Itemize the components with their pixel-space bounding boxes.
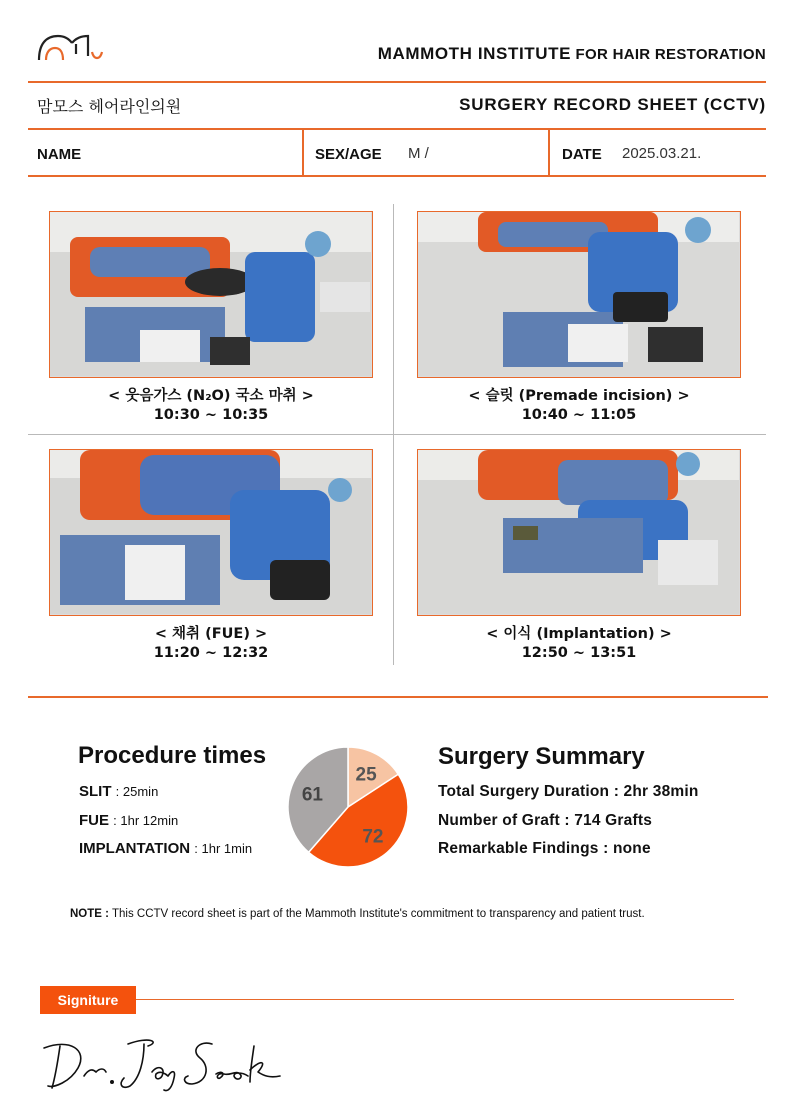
sexage-value: M / <box>408 145 429 162</box>
divider <box>28 128 766 130</box>
grid-divider <box>28 434 766 435</box>
cctv-photo-implantation <box>417 449 741 616</box>
procedure-value: : 1hr 12min <box>113 813 179 828</box>
clinic-name: 맘모스 헤어라인의원 <box>37 97 182 116</box>
procedure-times-heading: Procedure times <box>78 742 267 769</box>
procedure-time-item <box>79 783 158 800</box>
name-label: NAME <box>37 146 82 163</box>
procedure-time-item <box>79 840 252 857</box>
pie-slice-label: 25 <box>355 764 377 786</box>
divider <box>28 175 766 177</box>
stage-title: < 웃음가스 (N₂O) 국소 마취 > <box>108 388 314 404</box>
procedure-time-item <box>79 812 178 829</box>
surgery-summary-heading: Surgery Summary <box>438 743 645 770</box>
handwritten-signature <box>40 1030 300 1092</box>
mammoth-logo-icon <box>36 30 106 64</box>
stage-time: 11:20 ~ 12:32 <box>153 645 269 661</box>
stage-caption <box>46 387 376 425</box>
stage-title: < 이식 (Implantation) > <box>486 626 672 642</box>
signature-label: Signiture <box>40 986 136 1014</box>
brand-name <box>340 44 766 64</box>
summary-grafts: Number of Graft : 714 Grafts <box>438 812 653 829</box>
summary-duration: Total Surgery Duration : 2hr 38min <box>438 783 699 800</box>
stage-time: 10:30 ~ 10:35 <box>153 407 269 423</box>
procedure-label: IMPLANTATION <box>79 840 191 857</box>
stage-title: < 채취 (FUE) > <box>154 626 268 642</box>
procedure-value: : 1hr 1min <box>194 841 253 856</box>
note-label: NOTE : <box>70 908 109 920</box>
procedure-pie-chart <box>287 746 409 868</box>
sheet-title: SURGERY RECORD SHEET (CCTV) <box>459 95 766 114</box>
procedure-label: FUE <box>79 812 109 829</box>
stage-time: 12:50 ~ 13:51 <box>521 645 637 661</box>
stage-caption <box>414 625 744 663</box>
cctv-photo-slit <box>417 211 741 378</box>
date-value: 2025.03.21. <box>622 145 702 162</box>
brand-main: MAMMOTH INSTITUTE <box>377 44 572 63</box>
brand-sub: FOR HAIR RESTORATION <box>575 46 766 63</box>
sexage-label: SEX/AGE <box>315 146 382 163</box>
stage-caption <box>46 625 376 663</box>
note-text: This CCTV record sheet is part of the Mammoth Institute's commitment to transparency and patient trust. <box>111 908 645 920</box>
cctv-photo-anesthesia <box>49 211 373 378</box>
stage-title: < 슬릿 (Premade incision) > <box>468 388 690 404</box>
procedure-label: SLIT <box>79 783 112 800</box>
summary-findings: Remarkable Findings : none <box>438 840 651 857</box>
note <box>70 908 645 920</box>
procedure-value: : 25min <box>115 784 159 799</box>
divider <box>28 696 768 698</box>
stage-time: 10:40 ~ 11:05 <box>521 407 637 423</box>
stage-caption <box>414 387 744 425</box>
signature-line <box>136 999 734 1000</box>
divider <box>302 130 304 176</box>
divider <box>28 81 766 83</box>
pie-slice-label: 61 <box>301 784 323 806</box>
divider <box>548 130 550 176</box>
cctv-photo-fue <box>49 449 373 616</box>
pie-slice-label: 72 <box>362 826 384 848</box>
date-label: DATE <box>562 146 602 163</box>
